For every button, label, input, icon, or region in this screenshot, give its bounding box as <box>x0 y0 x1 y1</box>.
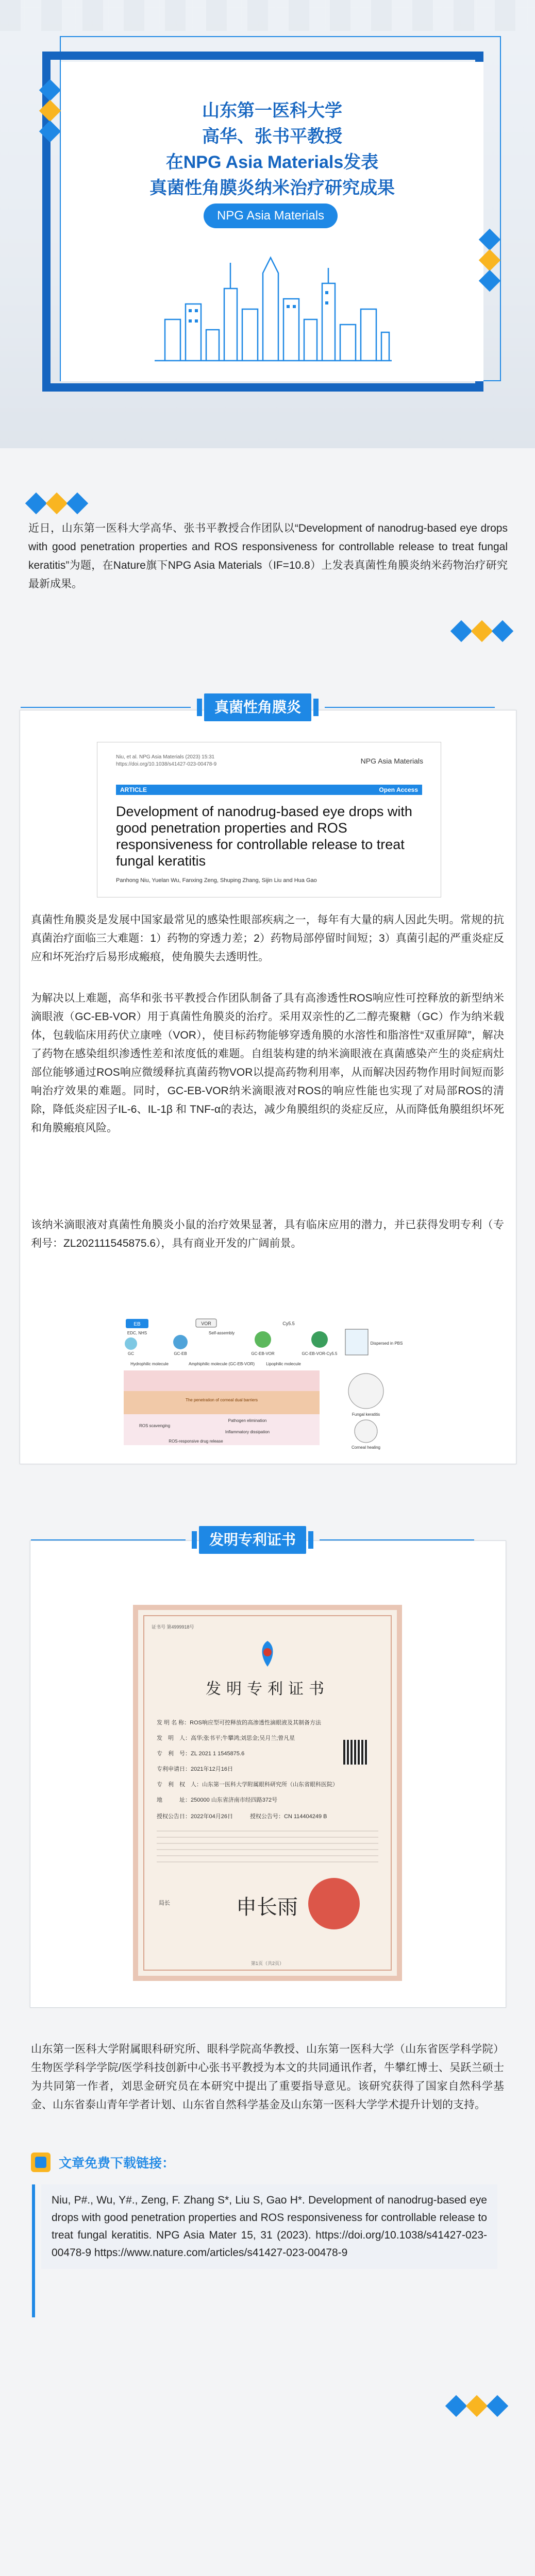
fig-label: Cy5.5 <box>282 1321 295 1326</box>
fig-label: Fungal keratitis <box>352 1412 380 1417</box>
paper-meta <box>116 754 216 768</box>
cert-field: 专 利 权 人：山东第一医科大学附属眼科研究所（山东省眼科医院） <box>157 1782 338 1788</box>
intro-paragraph: 近日，山东第一医科大学高华、张书平教授合作团队以“Development of nanodrug-based eye drops with good penetration properties and ROS responsiveness for controllable release to treat fungal keratitis”为题，在Nature旗下NPG Asia Materials（IF=10.8）上发表真菌性角膜炎纳米药物治疗研究最新成果。 <box>28 522 508 590</box>
fig-label: ROS scavenging <box>139 1423 171 1428</box>
intro-section <box>0 448 535 670</box>
section-tag: 真菌性角膜炎 <box>204 693 311 721</box>
schematic-figure <box>119 1314 423 1452</box>
cert-signature: 申长雨 <box>236 1895 298 1919</box>
fig-label: GC-EB-VOR-Cy5.5 <box>302 1351 338 1356</box>
cert-body-text <box>157 1831 378 1868</box>
fig-label: Dispersed in PBS <box>370 1341 403 1346</box>
fig-label: Corneal healing <box>351 1445 381 1450</box>
fig-label: Inflammatory dissipation <box>225 1430 270 1434</box>
cert-field: 专利申请日：2021年12月16日 <box>157 1766 233 1772</box>
open-access-label: Open Access <box>379 786 418 793</box>
hero-title-line: 在NPG Asia Materials发表 <box>165 152 379 172</box>
article-label: ARTICLE <box>120 786 147 793</box>
fig-label: VOR <box>201 1321 211 1326</box>
keratitis-paragraph-3: 该纳米滴眼液对真菌性角膜炎小鼠的治疗效果显著，具有临床应用的潜力，并已获得发明专利（专利号：ZL202111545875.6），具有商业开发的广阔前景。 <box>31 1219 504 1249</box>
fig-label: EDC, NHS <box>127 1331 147 1335</box>
reference-block[interactable]: Niu, P#., Wu, Y#., Zeng, F. Zhang S*, Liu S, Gao H*. Development of nanodrug-based eye drops with good penetration properties and ROS responsiveness for controllable release to treat fungal keratitis. NPG Asia Mater 15, 31 (2023). https://doi.org/10.1038/s41427-023-00478-9 https://www.nature.com/articles/s41427-023-00478-9 <box>41 2184 497 2269</box>
paper-title: Development of nanodrug-based eye drops with good penetration properties and ROS responsiveness for controllable release to treat fungal keratitis <box>116 804 412 869</box>
official-seal-icon <box>308 1878 360 1929</box>
download-heading <box>31 2153 175 2172</box>
cert-field: 授权公告日：2022年04月26日 授权公告号：CN 114404249 B <box>157 1814 327 1820</box>
keratitis-paragraph-1: 真菌性角膜炎是发展中国家最常见的感染性眼部疾病之一，每年有大量的病人因此失明。常规的抗真菌治疗面临三大难题：1）药物的穿透力差；2）药物局部停留时间短；3）真菌引起的严重炎症反应和坏死治疗后易形成瘢痕，使角膜失去透明性。 <box>31 914 504 963</box>
hero-title-line: 山东第一医科大学 <box>202 101 342 121</box>
hero-title <box>61 98 483 201</box>
paper-journal: NPG Asia Materials <box>360 757 423 765</box>
fig-label: Pathogen elimination <box>228 1418 267 1423</box>
intro-diamonds-top <box>28 496 85 511</box>
fig-label: Self-assembly <box>208 1331 235 1335</box>
hero-banner <box>0 0 535 448</box>
reference-accent-bar <box>32 2184 35 2317</box>
fig-label: EB <box>133 1321 141 1327</box>
cert-field: 发 明 名 称：ROS响应型可控释放的高渗透性滴眼液及其制备方法 <box>157 1720 322 1726</box>
footer-diamonds <box>448 2398 505 2414</box>
cert-field: 专 利 号：ZL 2021 1 1545875.6 <box>157 1751 245 1757</box>
section-header-keratitis <box>21 693 495 721</box>
patent-emblem-icon <box>257 1640 278 1668</box>
paper-citation: Niu, et al. NPG Asia Materials (2023) 15:31 <box>116 754 215 760</box>
link-icon <box>31 2153 51 2172</box>
city-skyline-illustration <box>155 242 392 371</box>
section-header-patent <box>31 1526 474 1554</box>
paper-authors: Panhong Niu, Yuelan Wu, Fanxing Zeng, Shuping Zhang, Sijin Liu and Hua Gao <box>116 877 317 884</box>
cert-qr-code <box>343 1740 368 1765</box>
hero-background <box>0 0 535 31</box>
cert-number: 证书号 第4999918号 <box>152 1624 194 1630</box>
fig-label: GC <box>128 1351 134 1356</box>
fig-label: GC-EB-VOR <box>251 1351 275 1356</box>
closing-paragraph: 山东第一医科大学附属眼科研究所、眼科学院高华教授、山东第一医科大学（山东省医学科学院）生物医学科学学院/医学科技创新中心张书平教授为本文的共同通讯作者，牛攀红博士、吴跃兰硕士为共同第一作者，刘思金研究员在本研究中提出了重要指导意见。该研究获得了国家自然科学基金、山东省泰山青年学者计划、山东省自然科学基金及山东第一医科大学学术提升计划的支持。 <box>31 2043 504 2111</box>
patent-certificate-image <box>133 1605 402 1981</box>
paper-article-bar <box>116 785 422 795</box>
paper-doi: https://doi.org/10.1038/s41427-023-00478-9 <box>116 761 217 767</box>
fig-label: GC-EB <box>174 1351 187 1356</box>
section-tag: 发明专利证书 <box>199 1526 306 1554</box>
intro-diamonds-bottom <box>454 623 510 639</box>
fig-label: Hydrophilic molecule <box>130 1362 169 1366</box>
fig-label: Amphiphilic molecule (GC-EB-VOR) <box>188 1362 255 1366</box>
cert-title: 发明专利证书 <box>206 1680 329 1698</box>
fig-label: The penetration of corneal dual barriers <box>185 1398 258 1402</box>
keratitis-paragraph-2: 为解决以上难题，高华和张书平教授合作团队制备了具有高渗透性ROS响应性可控释放的新型纳米滴眼液（GC-EB-VOR）用于真菌性角膜炎的治疗。采用双亲性的乙二醇壳聚糖（GC）作为纳米载体，包载临床用药伏立康唑（VOR），使目标药物能够穿透角膜的水溶性和脂溶性“双重屏障”，解决了药物在感染组织渗透性差和浓度低的难题。自组装构建的纳米滴眼液在真菌感染产生的炎症病灶部位能够通过ROS响应微缓释抗真菌药物VOR以提高药物利用率，从而解决因药物作用时间短而影响治疗效果的难题。同时，GC-EB-VOR纳米滴眼液对ROS的响应性能也实现了对局部ROS的清除，降低炎症因子IL-6、IL-1β 和 TNF-α的表达，减少角膜组织的炎症反应，从而降低角膜组织坏死和角膜瘢痕风险。 <box>31 992 504 1134</box>
cert-field: 地 址：250000 山东省济南市经四路372号 <box>157 1797 278 1803</box>
fig-label: Lipophilic molecule <box>266 1362 301 1366</box>
hero-diamonds-left <box>42 77 58 144</box>
cert-field: 发 明 人：高华;张书平;牛攀鸿;刘思金;吴月兰;曾凡星 <box>157 1735 295 1741</box>
cert-footer: 第1页（共2页） <box>250 1961 284 1966</box>
paper-header-image <box>97 742 441 897</box>
hero-title-line: 真菌性角膜炎纳米治疗研究成果 <box>149 178 395 198</box>
fig-label: ROS-responsive drug release <box>169 1439 223 1444</box>
journal-pill: NPG Asia Materials <box>204 204 338 228</box>
download-title: 文章免费下载链接： <box>59 2156 175 2171</box>
cert-signer-label: 局长 <box>159 1900 170 1906</box>
hero-title-line: 高华、张书平教授 <box>202 127 342 146</box>
hero-diamonds-right <box>482 227 497 294</box>
